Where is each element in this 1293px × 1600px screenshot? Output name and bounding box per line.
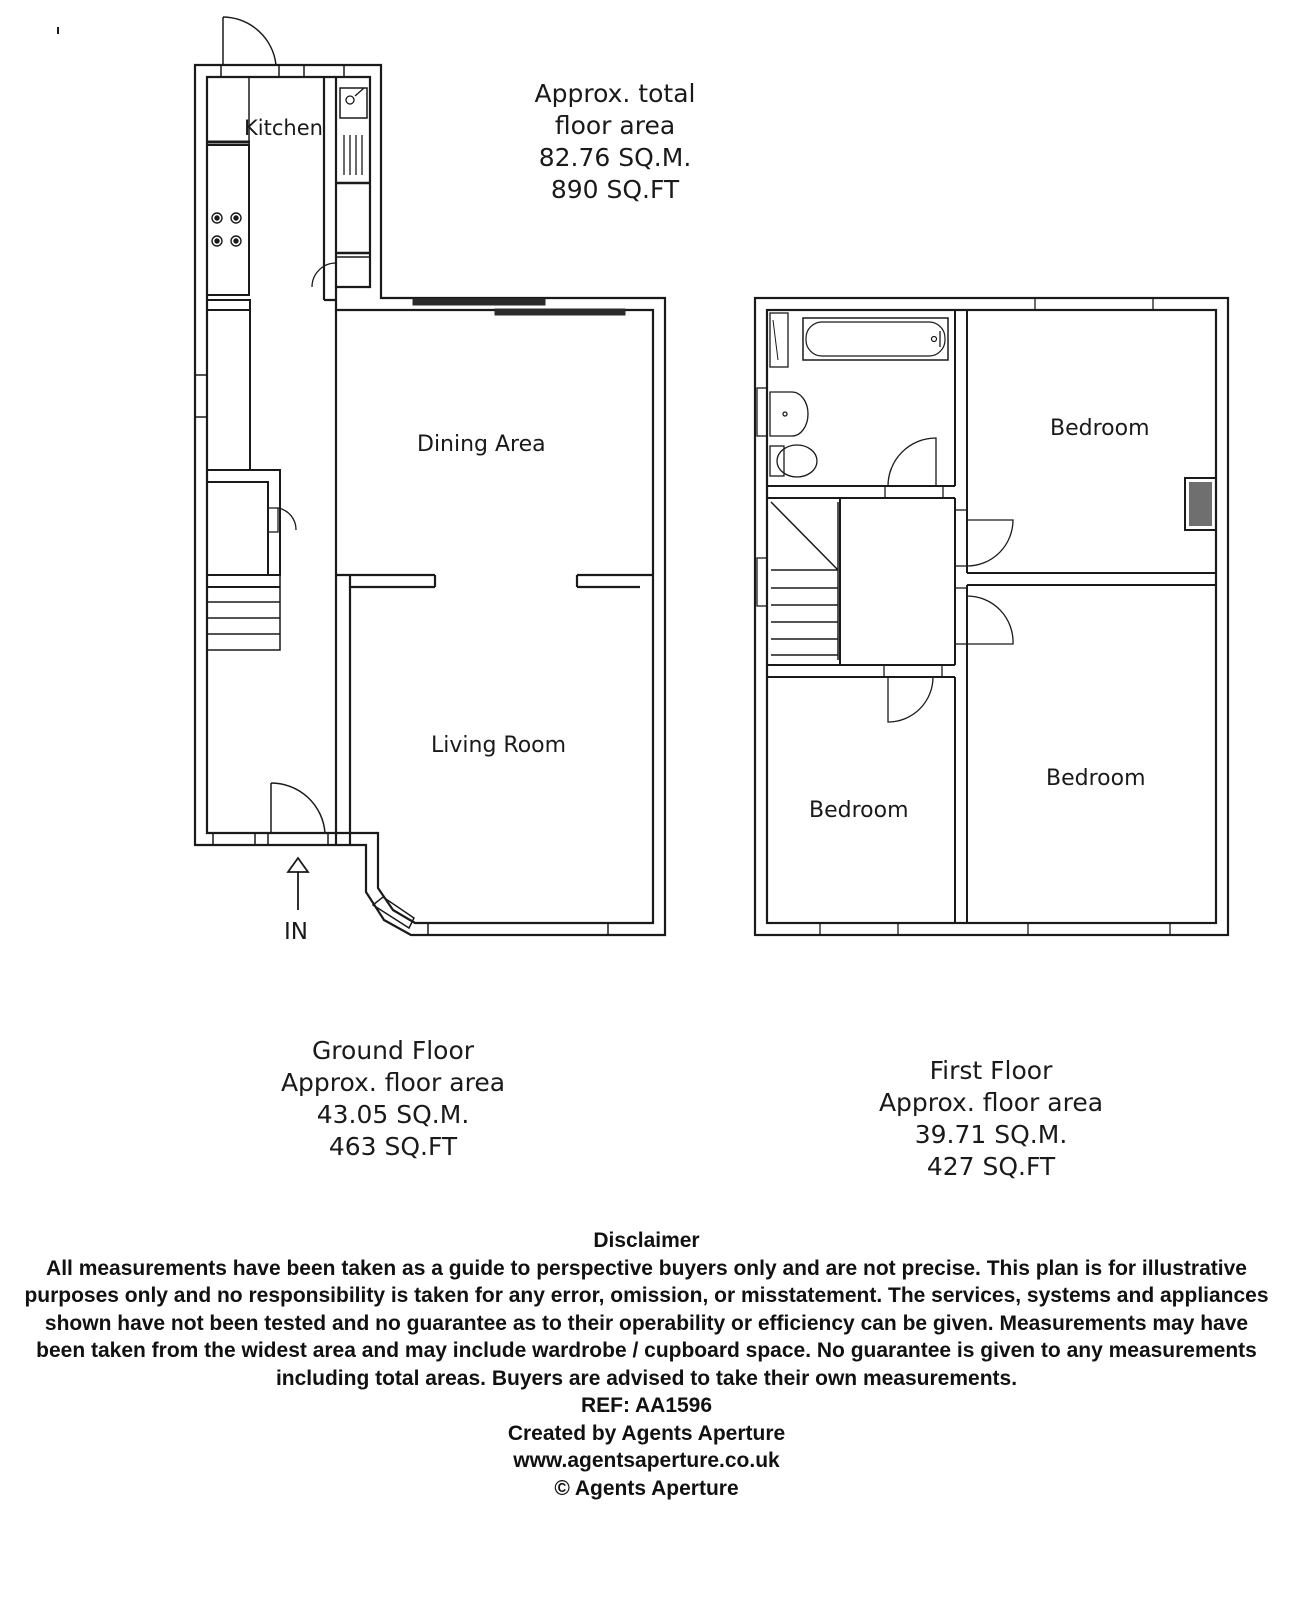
disclaimer-website: www.agentsaperture.co.uk <box>513 1449 780 1472</box>
ground-floor-sqft: 463 SQ.FT <box>328 1132 458 1161</box>
total-area-sqft: 890 SQ.FT <box>550 175 680 204</box>
bathroom-window <box>757 388 767 436</box>
dining-window-1 <box>413 299 545 305</box>
kitchen-worktop-left <box>207 145 249 295</box>
first-floor-inner-wall <box>767 310 1216 923</box>
cupboard-door-icon <box>268 508 296 532</box>
bedroom-rear-door-icon <box>955 510 1013 566</box>
dining-window-2 <box>495 309 625 315</box>
front-left-bedroom-window <box>820 923 898 935</box>
front-window-small <box>213 833 255 845</box>
first-floor-stairs <box>771 502 838 660</box>
living-left-wall <box>336 575 350 845</box>
bedroom-front-right-door-icon <box>955 588 1013 644</box>
room-label-dining-area: Dining Area <box>417 432 546 457</box>
ground-floor-area-label: Approx. floor area <box>280 1068 506 1097</box>
bath-icon <box>803 318 948 360</box>
room-label-kitchen: Kitchen <box>244 116 323 140</box>
disclaimer-copyright: © Agents Aperture <box>554 1476 739 1500</box>
first-floor-plan <box>755 298 1228 935</box>
room-label-bedroom-front-left: Bedroom <box>809 798 909 823</box>
first-floor-sqft: 427 SQ.FT <box>926 1152 1056 1181</box>
side-window <box>195 375 207 417</box>
total-area-sqm: 82.76 SQ.M. <box>538 143 692 172</box>
total-area-line1: Approx. total <box>534 79 696 108</box>
room-label-bedroom-rear: Bedroom <box>1050 416 1150 441</box>
disclaimer-ref: REF: AA1596 <box>580 1394 713 1417</box>
total-area-line2: floor area <box>554 111 676 140</box>
ground-floor-sqm: 43.05 SQ.M. <box>316 1100 470 1129</box>
first-floor-name: First Floor <box>929 1056 1053 1085</box>
rear-bedroom-window <box>1035 298 1153 310</box>
kitchen-window <box>221 65 279 77</box>
corner-mark <box>57 27 59 34</box>
drainer-icon <box>344 135 362 175</box>
total-floor-area <box>495 78 735 206</box>
toilet-icon <box>770 445 817 477</box>
dining-living-wall-right <box>577 575 653 587</box>
bay-window <box>428 923 608 935</box>
ground-floor-area <box>253 1035 533 1163</box>
ground-floor-name: Ground Floor <box>311 1036 475 1065</box>
kitchen-window-2 <box>304 65 344 77</box>
entrance-arrow-icon <box>288 858 308 910</box>
front-door-frame <box>268 833 328 845</box>
kitchen-back-door-icon <box>223 17 276 65</box>
front-right-bedroom-window <box>1028 923 1170 935</box>
kitchen-side-wall <box>324 77 336 300</box>
bedroom-front-left-door-icon <box>884 665 942 722</box>
basin-icon <box>770 392 808 436</box>
hob-icon <box>212 213 241 246</box>
kitchen-worktop-right <box>336 77 370 257</box>
room-label-bedroom-front-right: Bedroom <box>1046 766 1146 791</box>
disclaimer-heading: Disclaimer <box>593 1229 700 1252</box>
landing-walls <box>767 498 1216 923</box>
first-floor-outer-wall <box>755 298 1228 935</box>
entrance-label: IN <box>284 919 308 945</box>
hall-cupboard-wall <box>207 310 280 575</box>
bathroom-walls <box>767 310 967 573</box>
landing-window <box>757 558 767 606</box>
first-floor-area <box>851 1055 1131 1183</box>
first-floor-sqm: 39.71 SQ.M. <box>914 1120 1068 1149</box>
front-door-icon <box>271 783 325 833</box>
first-floor-area-label: Approx. floor area <box>878 1088 1104 1117</box>
bathroom-door-icon <box>885 438 943 498</box>
room-label-living-room: Living Room <box>431 733 567 758</box>
disclaimer-created-by: Created by Agents Aperture <box>507 1421 786 1445</box>
disclaimer-body: All measurements have been taken as a guide to perspective buyers only and are not precise. This plan is for illustrative purposes only and no responsibility is taken for any error, omission, or misstatement. The services, systems and appliances shown have not been tested and no guarantee as to their operability or efficiency can be given. Measurements may have been taken from the widest area and may include wardrobe / cupboard space. No guarantee is given to any measurements including total areas. Buyers are advised to take their own measurements. <box>24 1256 1269 1390</box>
kitchen-worktop-top <box>207 77 249 145</box>
disclaimer-block <box>20 1227 1273 1502</box>
